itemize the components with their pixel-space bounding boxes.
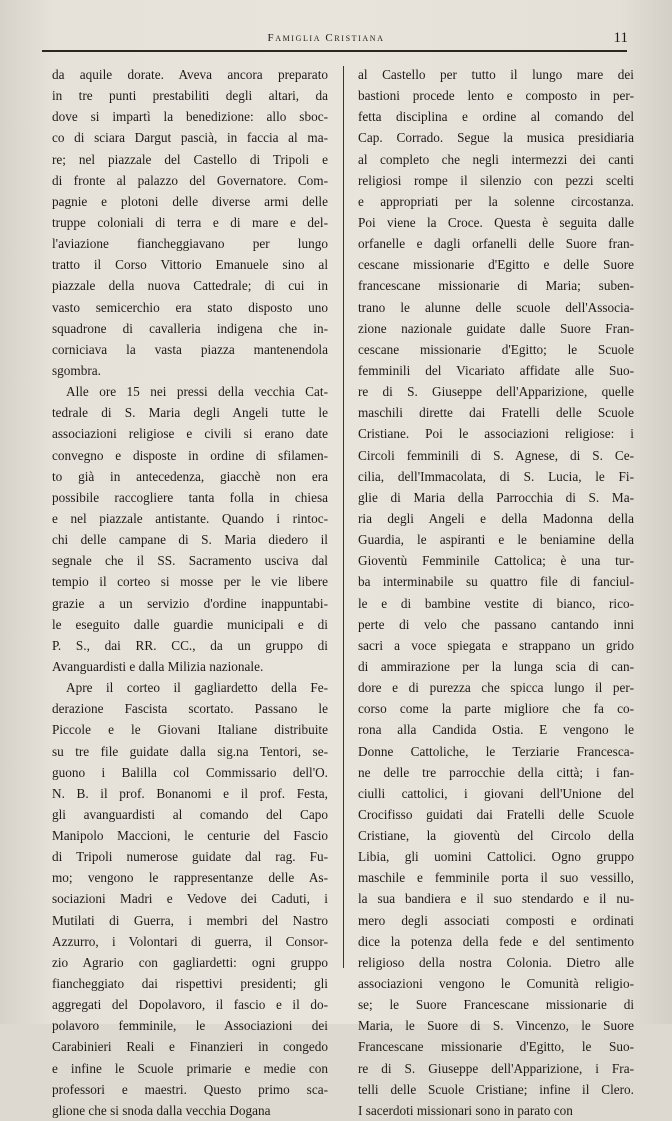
text-line: ne delle tre parrocchie della città; i fan- [358, 764, 634, 780]
text-line: in tre punti prestabiliti degli altari, da [52, 88, 328, 104]
text-line: tempio il corteo si mosse per le vie libere [52, 574, 328, 590]
text-line: e appropriati per la solenne circostanza. [358, 193, 634, 209]
text-line: glione che si snoda dalla vecchia Dogana [52, 1102, 271, 1118]
text-line: polavoro femminile, le Associazioni dei [52, 1018, 328, 1034]
text-line: l'aviazione fiancheggiavano per lungo [52, 236, 328, 252]
text-line: e nel piazzale antistante. Quando i rintoc- [52, 510, 328, 526]
text-line: gli avanguardisti al comando del Capo [52, 806, 328, 822]
text-line: sgombra. [52, 362, 101, 378]
text-line: Carabinieri Reali e Finanzieri in congedo [52, 1039, 328, 1055]
text-line: maschile e femminile porta il suo vessillo, [358, 870, 634, 886]
text-line: dore e di purezza che spicca lungo il per- [358, 680, 634, 696]
text-line: al completo che negli intermezzi dei canti [358, 151, 634, 167]
text-line: francescane missionarie di Maria; suben- [358, 278, 634, 294]
column-divider [343, 66, 344, 968]
text-line: orfanelle e dagli orfanelli delle Suore fran- [358, 236, 634, 252]
text-line: P. S., dai RR. CC., da un gruppo di [52, 637, 328, 653]
text-line: fetta disciplina e ordine al comando del [358, 109, 634, 125]
text-line: tratto il Corso Vittorio Emanuele sino al [52, 257, 328, 273]
text-line: mero degli associati composti e ordinati [358, 912, 634, 928]
text-line: re di S. Giuseppe dell'Apparizione, quelle [358, 384, 634, 400]
text-line: cescane missionarie d'Egitto e delle Suore [358, 257, 634, 273]
text-line: femminili del Vicariato affidate alle Suo- [358, 362, 634, 378]
text-line: telli delle Scuole Cristiane; infine il Clero. [358, 1081, 634, 1097]
page-number: 11 [613, 30, 628, 46]
text-line: corniciava la vasta piazza mantenendola [52, 341, 328, 357]
text-line: Circoli femminili di S. Agnese, di S. Ce- [358, 447, 634, 463]
text-line: aggregati del Dopolavoro, il fascio e il do- [52, 997, 328, 1013]
text-line: Donne Cattoliche, le Terziarie Francesca- [358, 743, 634, 759]
text-line: Manipolo Maccioni, le centurie del Fascio [52, 828, 328, 844]
text-line: Cristiane, la gioventù del Circolo della [358, 828, 634, 844]
text-line: glie di Maria della Parrocchia di S. Ma- [358, 489, 634, 505]
text-line: Alle ore 15 nei pressi della vecchia Cat- [66, 384, 328, 400]
text-line: corso come la parte migliore che fa co- [358, 701, 634, 717]
text-line: Mutilati di Guerra, i membri del Nastro [52, 912, 328, 928]
text-line: religioso della nostra Colonia. Dietro alle [358, 954, 634, 970]
text-line: possibile raccogliere tanta folla in chiesa [52, 489, 328, 505]
text-line: rona alla Candida Ostia. E vengono le [358, 722, 634, 738]
text-line: Azzurro, i Volontari di guerra, il Consor- [52, 933, 328, 949]
text-line: dove si impartì la benedizione: allo sboc- [52, 109, 328, 125]
text-line: Crocifisso guidati dai Fratelli delle Scuole [358, 806, 634, 822]
text-line: chi delle campane di S. Maria diedero il [52, 532, 328, 548]
text-line: Cristiane. Poi le associazioni religiose: i [358, 426, 634, 442]
text-line: di Tripoli numerose guidate dal rag. Fu- [52, 849, 328, 865]
text-line: derazione Fascista scortato. Passano le [52, 701, 328, 717]
text-line: professori e maestri. Questo primo sca- [52, 1081, 328, 1097]
text-line: Guardia, le aspiranti e le beniamine della [358, 532, 634, 548]
text-line: tedrale di S. Maria degli Angeli tutte le [52, 405, 328, 421]
text-line: associazioni religiose e civili si erano date [52, 426, 328, 442]
text-line: ba interminabile su quattro file di fanciul- [358, 574, 634, 590]
text-line: pagnie e plotoni delle diverse armi delle [52, 193, 328, 209]
text-line: bastioni procede lento e composto in per- [358, 88, 634, 104]
text-line: maschili dirette dai Fratelli delle Scuole [358, 405, 634, 421]
text-line: ciulli cattolici, i giovani dell'Unione del [358, 785, 634, 801]
text-line: ria degli Angeli e della Madonna della [358, 510, 634, 526]
text-line: re; nel piazzale del Castello di Tripoli e [52, 151, 328, 167]
text-line: piazzale della nuova Cattedrale; di cui in [52, 278, 328, 294]
text-line: Cap. Corrado. Segue la musica presidiaria [358, 130, 634, 146]
text-line: Apre il corteo il gagliardetto della Fe- [66, 680, 328, 696]
text-line: dice la potenza della fede e del sentimento [358, 933, 634, 949]
text-line: Poi viene la Croce. Questa è seguita dalle [358, 214, 634, 230]
text-line: Avanguardisti e dalla Milizia nazionale. [52, 658, 264, 674]
text-line: truppe coloniali di terra e di mare e del- [52, 214, 328, 230]
text-line: su tre file guidate dalla sig.na Tentori, se- [52, 743, 328, 759]
text-line: cilia, dell'Immacolata, di S. Lucia, le Fi- [358, 468, 634, 484]
text-line: sacri a voce spiegata e strappano un grido [358, 637, 634, 653]
text-line: re di S. Giuseppe dell'Apparizione, i Fra- [358, 1060, 634, 1076]
text-line: di ammirazione per la lunga scia di can- [358, 658, 634, 674]
text-line: N. B. il prof. Bonanomi e il prof. Festa, [52, 785, 328, 801]
text-line: cescane missionarie d'Egitto; le Scuole [358, 341, 634, 357]
text-line: squadrone di cavalleria indigena che in- [52, 320, 328, 336]
text-line: fiancheggiato dai rispettivi presidenti; gli [52, 976, 328, 992]
text-line: mo; vengono le rappresentanze delle As- [52, 870, 328, 886]
text-line: le e di bambine vestite di bianco, rico- [358, 595, 634, 611]
text-line: di fronte al palazzo del Governatore. Com- [52, 172, 328, 188]
text-line: I sacerdoti missionari sono in parato con [358, 1102, 573, 1118]
text-line: zione nazionale guidate dalle Suore Fran- [358, 320, 634, 336]
right-text-column [358, 64, 634, 1121]
text-line: guono i Balilla col Commissario dell'O. [52, 764, 328, 780]
text-line: Libia, gli uomini Cattolici. Ogno gruppo [358, 849, 634, 865]
text-line: Gioventù Femminile Cattolica; è una tur- [358, 553, 634, 569]
text-line: le eseguito dalle guardie municipali e di [52, 616, 328, 632]
text-line: zio Agrario con gagliardetti: ogni gruppo [52, 954, 328, 970]
text-line: convegno e disposte in ordine di sfilamen- [52, 447, 328, 463]
text-line: e infine le Scuole primarie e medie con [52, 1060, 328, 1076]
text-line: segnale che il SS. Sacramento usciva dal [52, 553, 328, 569]
text-line: da aquile dorate. Aveva ancora preparato [52, 67, 328, 82]
text-line: Piccole e le Giovani Italiane distribuite [52, 722, 328, 738]
text-line: co di sciara Dargut pascià, in faccia al ma- [52, 130, 328, 146]
text-line: grazie a un servizio d'ordine inappuntabi- [52, 595, 328, 611]
text-line: to già in antecedenza, giacchè non era [52, 468, 328, 484]
text-line: trano le alunne delle scuole dell'Associa- [358, 299, 634, 315]
running-header [0, 26, 672, 54]
text-line: Maria, le Suore di S. Vincenzo, le Suore [358, 1018, 634, 1034]
text-line: se; le Suore Francescane missionarie di [358, 997, 634, 1013]
left-text-column [52, 64, 328, 1121]
text-line: perte di velo che passano cantando inni [358, 616, 634, 632]
text-line: religiosi rompe il silenzio con pezzi scelti [358, 172, 634, 188]
text-line: la sua bandiera e il suo stendardo e il nu- [358, 891, 634, 907]
text-line: vasto semicerchio era stato disposto uno [52, 299, 328, 315]
header-rule [42, 50, 627, 52]
header-title: Famiglia Cristiana [267, 32, 385, 44]
text-line: al Castello per tutto il lungo mare dei [358, 67, 634, 82]
text-line: associazioni vengono le Comunità religio- [358, 976, 634, 992]
text-line: Francescane missionarie d'Egitto, le Suo- [358, 1039, 634, 1055]
text-line: sociazioni Madri e Vedove dei Caduti, i [52, 891, 328, 907]
